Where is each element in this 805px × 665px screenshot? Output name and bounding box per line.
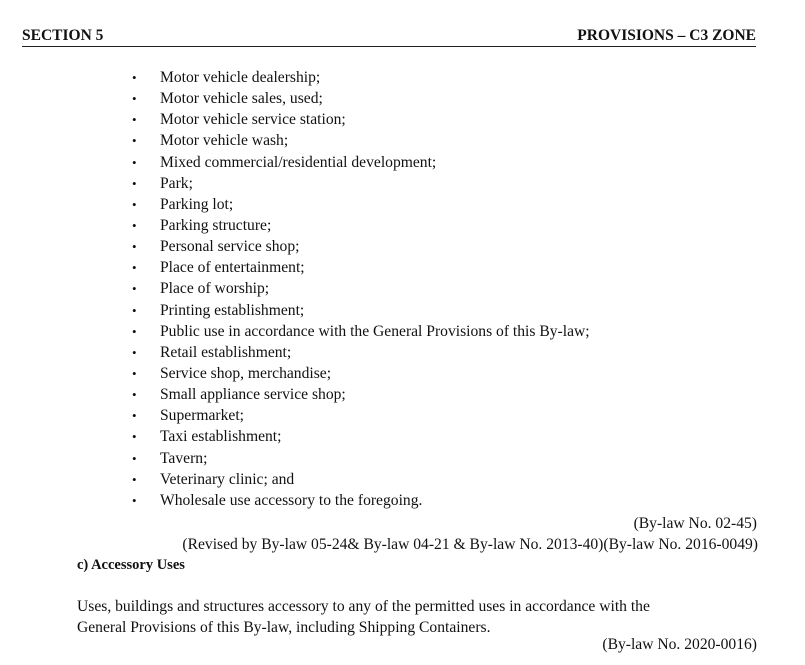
page-header [22,24,756,47]
bullet-icon: • [132,217,137,233]
accessory-uses-paragraph [77,596,777,638]
bullet-icon: • [132,450,137,466]
list-item [0,173,590,194]
revision-reference: (Revised by By-law 05-24& By-law 04-21 & By-law No. 2013-40)(By-law No. 2016-0049) [182,536,758,553]
list-item-text: Retail establishment; [160,343,292,361]
list-item [0,384,590,405]
bullet-icon: • [132,112,137,128]
list-item [0,342,590,363]
list-item-text: Motor vehicle sales, used; [160,90,323,108]
bullet-icon: • [132,408,137,424]
list-item [0,67,590,88]
bullet-icon: • [132,387,137,403]
bullet-icon: • [132,281,137,297]
bullet-icon: • [132,70,137,85]
list-item [0,109,590,130]
list-item [0,300,590,321]
list-item [0,215,590,236]
list-item [0,405,590,426]
bullet-icon: • [132,492,137,508]
list-item-text: Taxi establishment; [160,428,282,446]
bullet-icon: • [132,175,137,191]
paragraph-line: General Provisions of this By-law, including Shipping Containers. [77,619,491,636]
paragraph-line: Uses, buildings and structures accessory to any of the permitted uses in accordance with the [77,598,650,615]
bullet-icon: • [132,196,137,212]
bullet-icon: • [132,344,137,360]
list-item-text: Motor vehicle dealership; [160,69,321,86]
list-item-text: Mixed commercial/residential development; [160,153,437,171]
bullet-icon: • [132,365,137,381]
list-item [0,130,590,151]
list-item-text: Tavern; [160,449,208,467]
list-item [0,490,590,511]
bullet-icon: • [132,323,137,339]
bullet-icon: • [132,260,137,276]
list-item [0,278,590,299]
bullet-icon: • [132,239,137,255]
list-item [0,448,590,469]
list-item-text: Motor vehicle service station; [160,111,346,129]
bullet-icon: • [132,133,137,149]
list-item-text: Supermarket; [160,407,245,425]
list-item-text: Public use in accordance with the General Provisions of this By-law; [160,322,590,340]
bullet-icon: • [132,471,137,487]
accessory-uses-heading: c) Accessory Uses [77,557,185,573]
bullet-icon: • [132,154,137,170]
list-item [0,321,590,342]
section-label: SECTION 5 [22,27,104,44]
bullet-icon: • [132,91,137,107]
list-item-text: Printing establishment; [160,301,305,319]
list-item-text: Parking lot; [160,195,234,213]
list-item-text: Parking structure; [160,216,272,234]
bylaw-reference: (By-law No. 02-45) [633,515,757,532]
list-item-text: Small appliance service shop; [160,386,346,404]
list-item-text: Service shop, merchandise; [160,364,332,382]
list-item [0,363,590,384]
list-item-text: Wholesale use accessory to the foregoing. [160,491,423,509]
list-item [0,426,590,447]
list-item [0,88,590,109]
bullet-icon: • [132,429,137,445]
list-item-text: Motor vehicle wash; [160,132,289,150]
list-item [0,194,590,215]
list-item-text: Place of entertainment; [160,259,305,277]
bullet-icon: • [132,302,137,318]
list-item-text: Park; [160,174,193,192]
list-item [0,236,590,257]
bylaw-reference: (By-law No. 2020-0016) [602,636,757,653]
list-item-text: Place of worship; [160,280,270,298]
zone-title: PROVISIONS – C3 ZONE [577,27,756,44]
permitted-uses-list [0,67,590,511]
list-item [0,257,590,278]
list-item-text: Veterinary clinic; and [160,470,295,488]
list-item [0,469,590,490]
list-item-text: Personal service shop; [160,238,300,256]
list-item [0,152,590,173]
